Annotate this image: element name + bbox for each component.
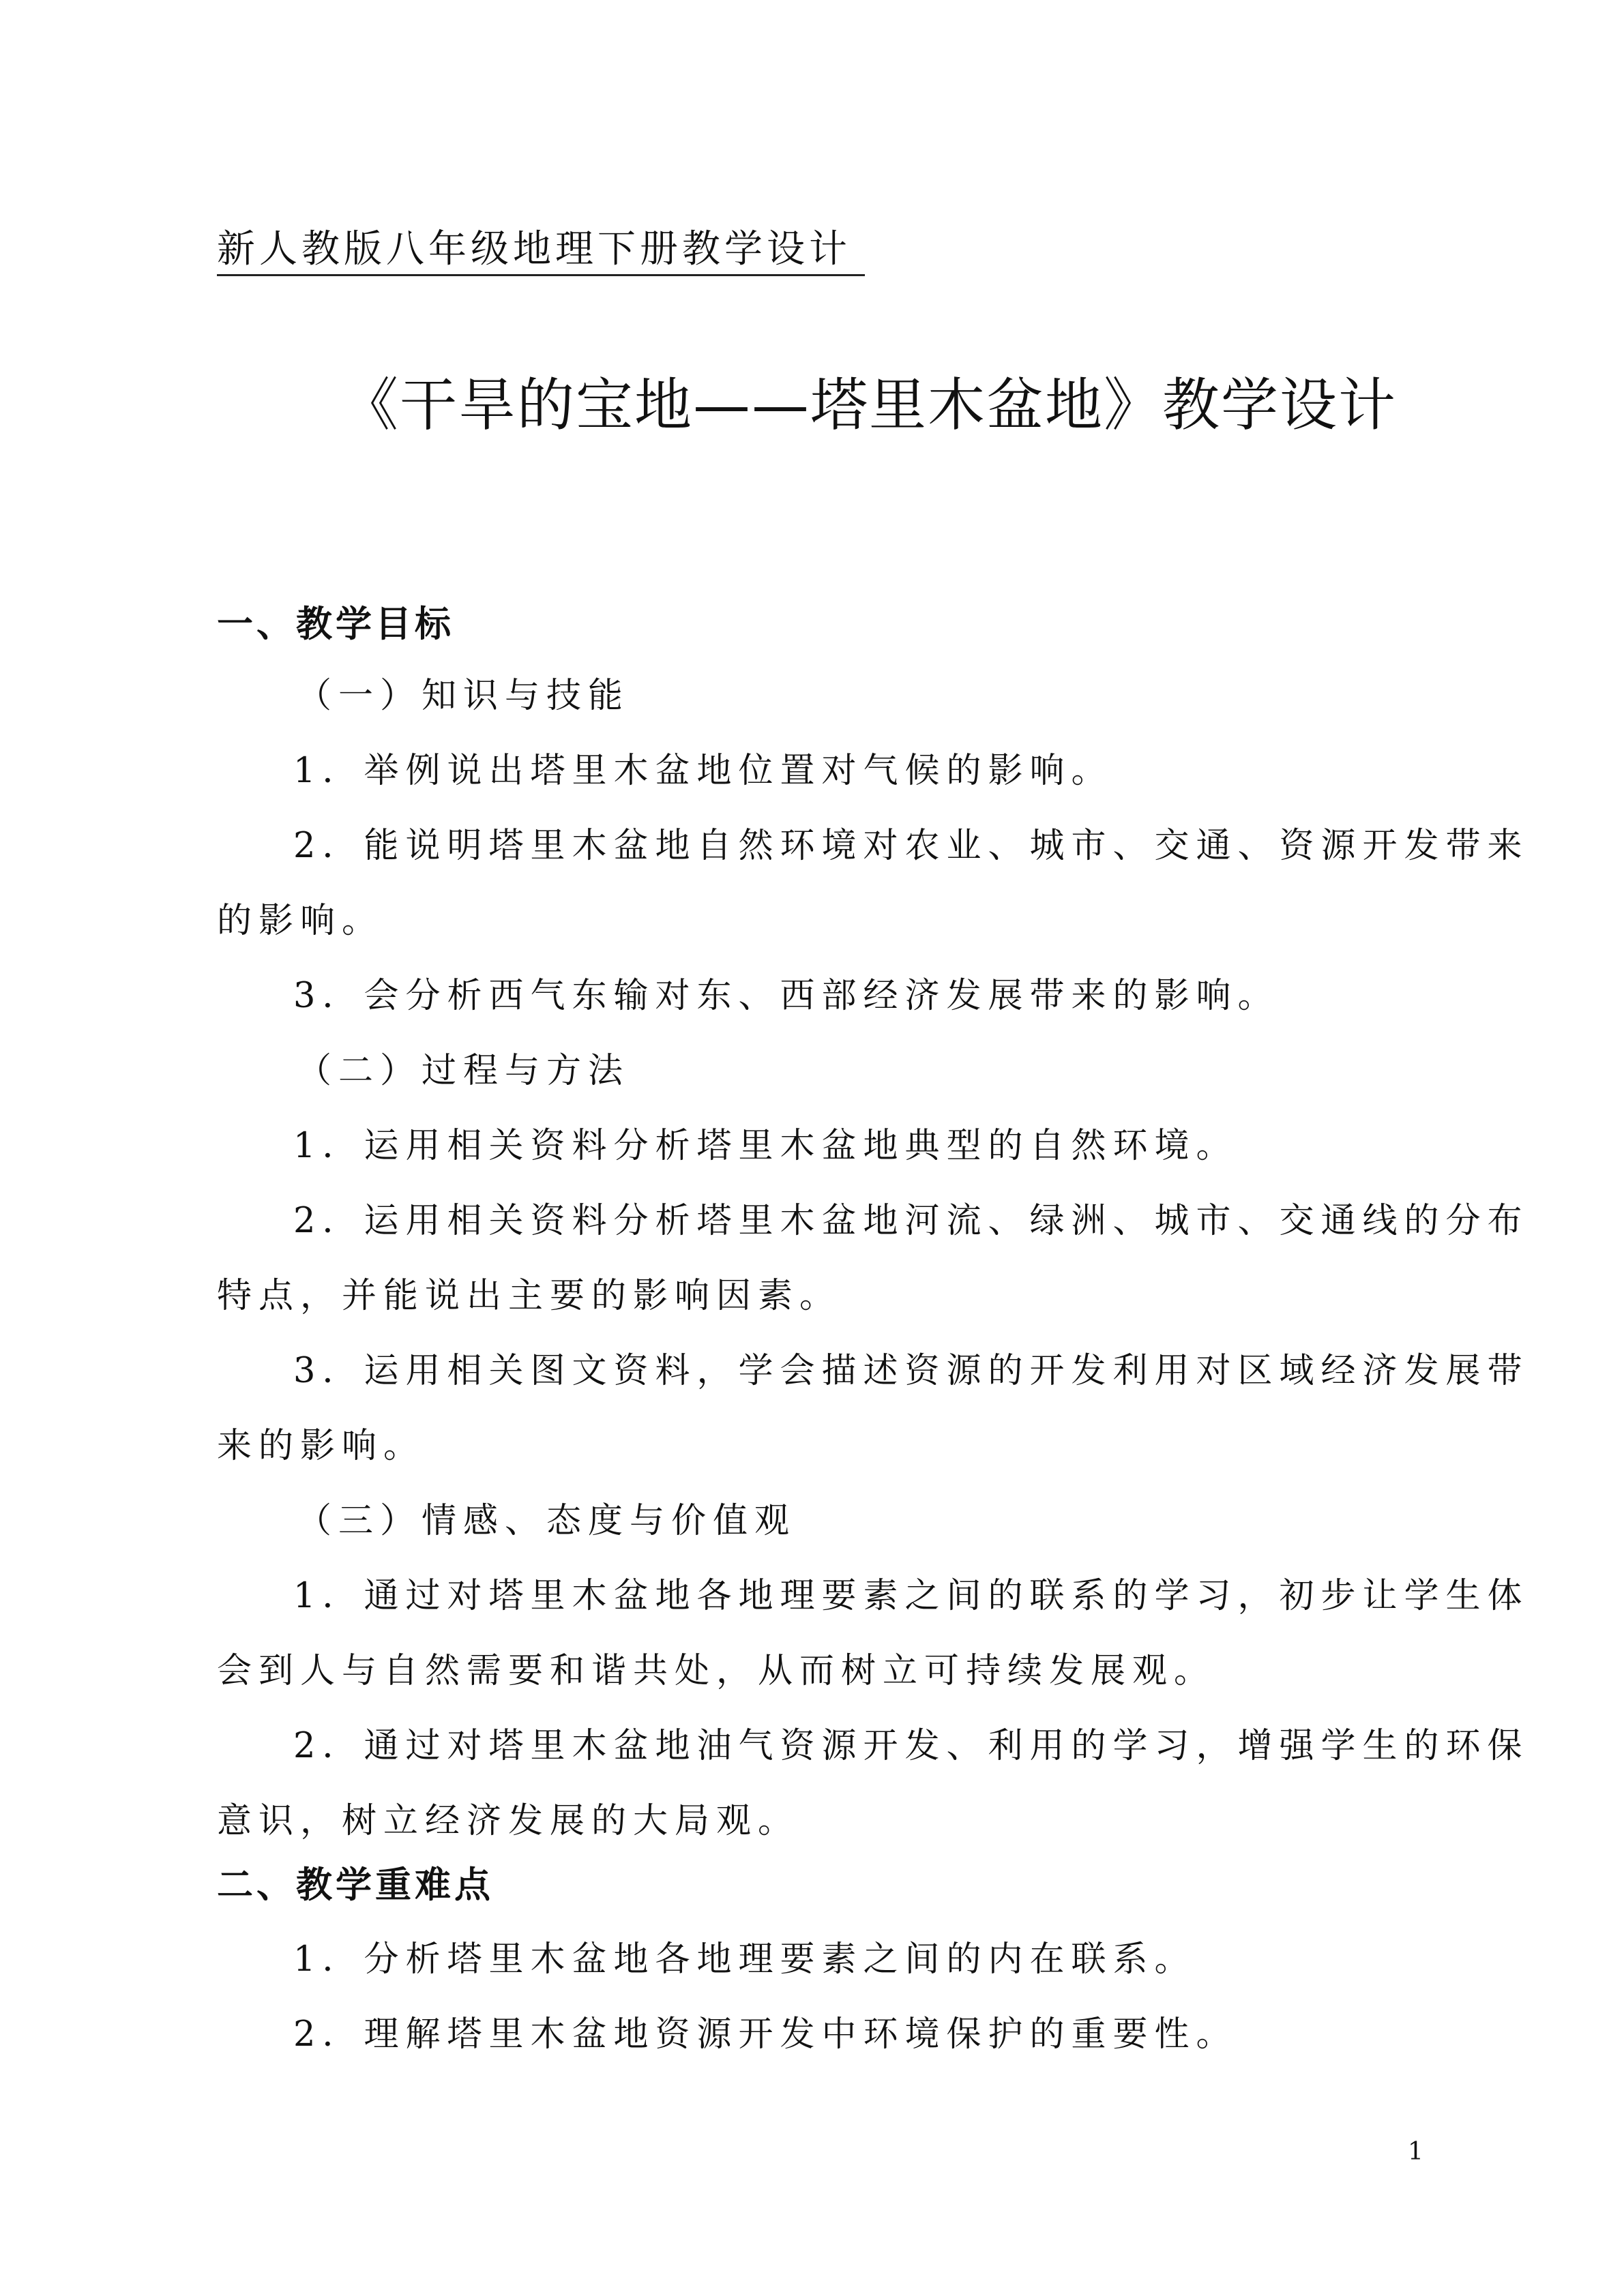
document-header: 新人教版八年级地理下册教学设计 bbox=[217, 230, 865, 276]
paragraph-line: 1．举例说出塔里木盆地位置对气候的影响。 bbox=[293, 751, 1113, 791]
subsection-heading-knowledge: （一）知识与技能 bbox=[297, 676, 630, 716]
paragraph-line: 1．运用相关资料分析塔里木盆地典型的自然环境。 bbox=[293, 1126, 1238, 1166]
paragraph-line: 的影响。 bbox=[217, 901, 384, 941]
section-heading-objectives: 一、教学目标 bbox=[217, 603, 454, 645]
document-title: 《干旱的宝地——塔里木盆地》教学设计 bbox=[341, 372, 1398, 438]
paragraph-line: 2．通过对塔里木盆地油气资源开发、利用的学习，增强学生的环保 bbox=[293, 1726, 1529, 1766]
paragraph-line: 特点，并能说出主要的影响因素。 bbox=[217, 1276, 842, 1316]
subsection-heading-values: （三）情感、态度与价值观 bbox=[297, 1501, 797, 1541]
paragraph-line: 会到人与自然需要和谐共处，从而树立可持续发展观。 bbox=[217, 1651, 1216, 1691]
paragraph-line: 2．运用相关资料分析塔里木盆地河流、绿洲、城市、交通线的分布 bbox=[293, 1201, 1529, 1241]
subsection-heading-process: （二）过程与方法 bbox=[297, 1051, 630, 1091]
paragraph-line: 2．理解塔里木盆地资源开发中环境保护的重要性。 bbox=[293, 2014, 1238, 2055]
paragraph-line: 1．分析塔里木盆地各地理要素之间的内在联系。 bbox=[293, 1939, 1196, 1980]
page-number: 1 bbox=[1408, 2138, 1423, 2166]
paragraph-line: 3．会分析西气东输对东、西部经济发展带来的影响。 bbox=[293, 976, 1280, 1016]
section-heading-key-points: 二、教学重难点 bbox=[217, 1864, 494, 1906]
paragraph-line: 2．能说明塔里木盆地自然环境对农业、城市、交通、资源开发带来 bbox=[293, 826, 1529, 866]
paragraph-line: 意识，树立经济发展的大局观。 bbox=[217, 1801, 800, 1841]
paragraph-line: 来的影响。 bbox=[217, 1426, 426, 1466]
paragraph-line: 3．运用相关图文资料，学会描述资源的开发利用对区域经济发展带 bbox=[293, 1351, 1529, 1391]
paragraph-line: 1．通过对塔里木盆地各地理要素之间的联系的学习，初步让学生体 bbox=[293, 1576, 1529, 1616]
